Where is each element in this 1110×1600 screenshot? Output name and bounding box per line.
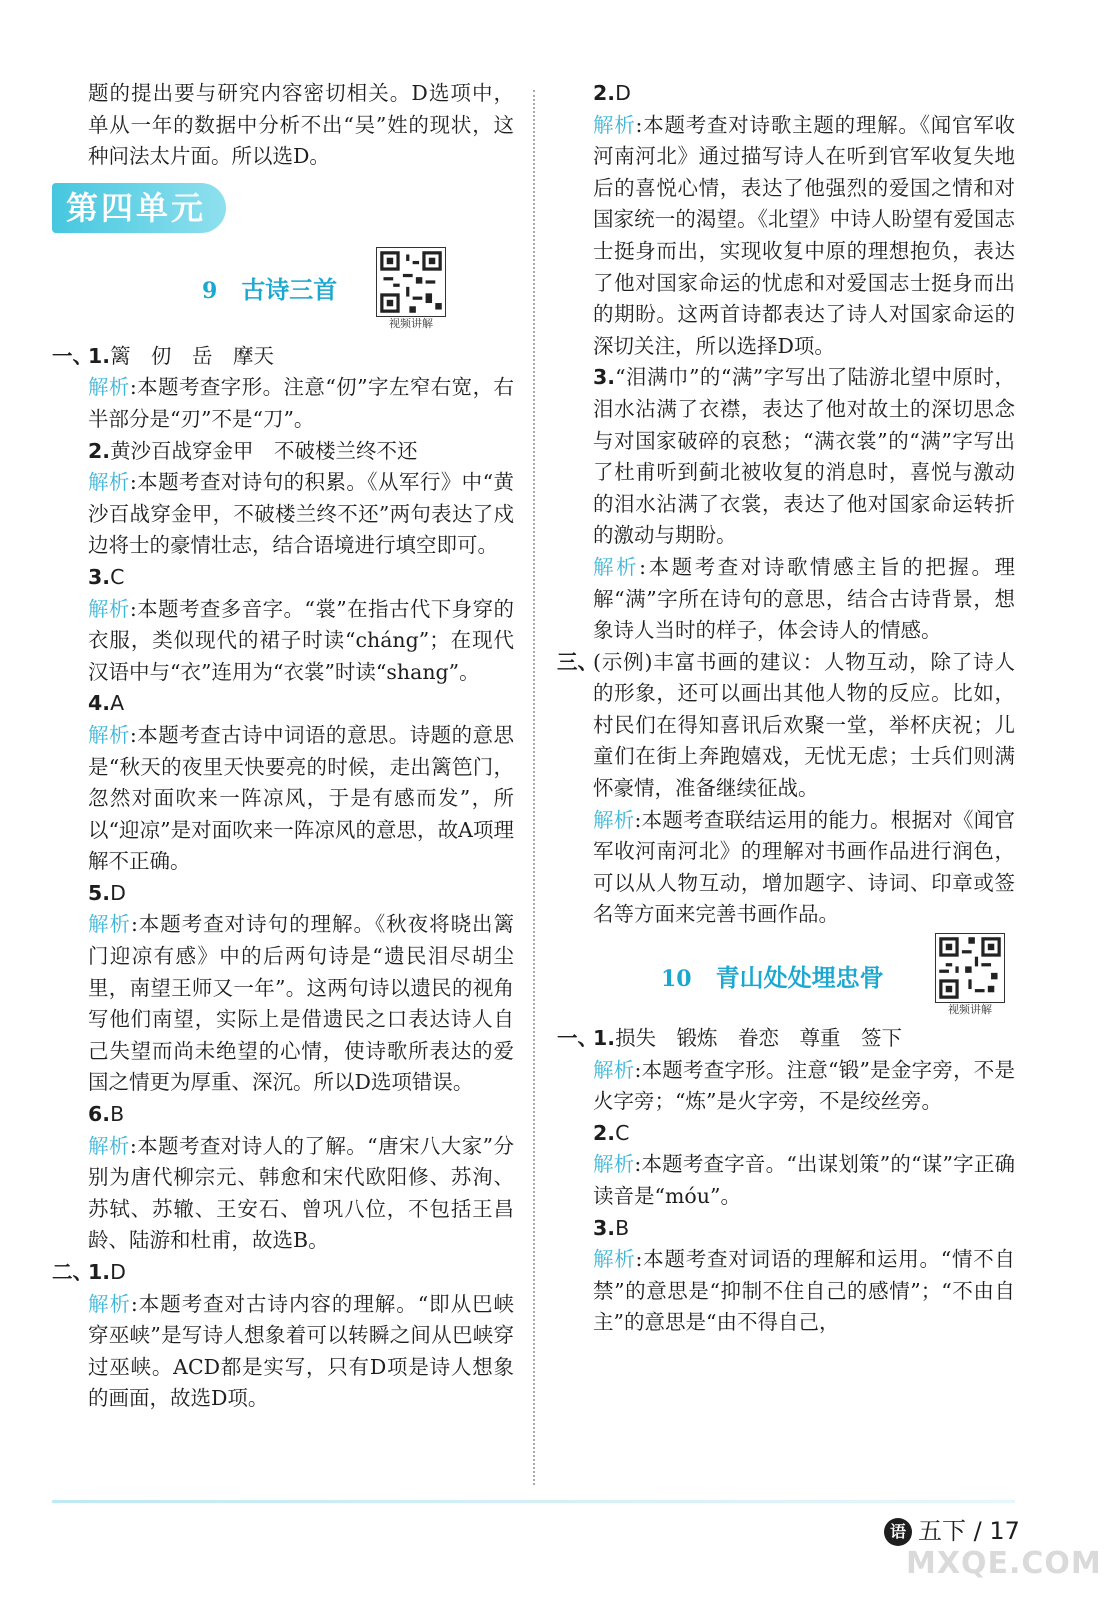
explanation-label: 解析	[88, 912, 131, 937]
question-1: 1.D	[88, 1260, 126, 1284]
explanation-label: 解析	[88, 596, 130, 621]
explanation-3: 解析:本题考查对诗歌情感主旨的把握。理解“满”字所在诗句的意思，结合古诗背景，想象诗人当时的样子，体会诗人的情感。	[593, 554, 1016, 643]
question-6: 6.B	[88, 1102, 125, 1127]
explanation-1: 解析:本题考查对古诗内容的理解。“即从巴峡穿巫峡”是写诗人想象着可以转瞬之间从巴峡穿过巫峡。ACD都是实写，只有D项是诗人想象的画面，故选D项。	[88, 1291, 515, 1411]
explanation-label: 解析	[593, 1247, 636, 1272]
unit-title: 第四单元	[52, 183, 226, 233]
explanation-3: 解析:本题考查对词语的理解和运用。“情不自禁”的意思是“抑制不住自己的感情”；“不由自主”的意思是“由不得自己，	[593, 1247, 1015, 1335]
explanation-label: 解析	[593, 807, 635, 832]
answer: A	[110, 691, 125, 716]
explanation-label: 解析	[88, 1291, 131, 1316]
page-number: 五下 / 17	[918, 1517, 1020, 1545]
answer: “泪满巾”的“满”字写出了陆游北望中原时，泪水沾满了衣襟，表达了他对故土的深切思念与对国家破碎的哀愁；“满衣裳”的“满”字写出了杜甫听到蓟北被收复的消息时，喜悦与激动的泪水沾满了衣裳，表达了他对国家命运转折的激动与期盼。	[593, 365, 1015, 548]
section-1	[52, 341, 514, 1257]
answer: C	[110, 564, 125, 589]
qr-code[interactable]	[935, 933, 1005, 1017]
answer: (示例)丰富书画的建议：人物互动，除了诗人的形象，还可以画出其他人物的反应。比如，村民们在得知喜讯后欢聚一堂，举杯庆祝；儿童们在街上奔跑嬉戏，无忧无虑；士兵们则满怀豪情，准备继续征战。	[593, 649, 1015, 801]
qr-code-icon	[935, 933, 1005, 1003]
explanation-label: 解析	[88, 1133, 130, 1158]
section-mark: 二、	[52, 1260, 93, 1284]
qr-caption: 视频讲解	[389, 316, 433, 330]
explanation-5: 解析:本题考查对诗句的理解。《秋夜将晓出篱门迎凉有感》中的后两句诗是“遗民泪尽胡尘里，南望王师又一年”。这两句诗以遗民的视角写他们南望，实际上是借遗民之口表达诗人自己失望而尚未绝望的心情，使诗歌所表达的爱国之情更为厚重、深沉。所以D选项错误。	[88, 912, 515, 1095]
explanation-label: 解析	[88, 375, 130, 400]
qr-code-icon	[376, 247, 446, 317]
explanation-label: 解析	[593, 1152, 635, 1177]
explanation-3: 解析:本题考查多音字。“裳”在指古代下身穿的衣服，类似现代的裙子时读“cháng”；在现代汉语中与“衣”连用为“衣裳”时读“shang”。	[88, 596, 514, 684]
explanation-3: 解析:本题考查联结运用的能力。根据对《闻官军收河南河北》的理解对书画作品进行润色，可以从人物互动，增加题字、诗词、印章或签名等方面来完善书画作品。	[593, 807, 1016, 927]
answer: 损失 锻炼 眷恋 尊重 签下	[615, 1026, 903, 1051]
section-mark: 一、	[557, 1026, 598, 1051]
qr-code[interactable]	[376, 247, 446, 331]
qr-caption: 视频讲解	[948, 1003, 992, 1017]
explanation-label: 解析	[593, 554, 640, 579]
lesson-number: 9	[202, 277, 218, 304]
watermark: MXQE.COM	[906, 1546, 1102, 1581]
left-column	[52, 78, 514, 1415]
explanation-4: 解析:本题考查古诗中词语的意思。诗题的意思是“秋天的夜里天快要亮的时候，走出篱笆门，忽然对面吹来一阵凉风，于是有感而发”，所以“迎凉”是对面吹来一阵凉风的意思，故A项理解不正确。	[88, 722, 515, 874]
question-3: 3.B	[593, 1215, 630, 1240]
explanation-label: 解析	[88, 722, 130, 747]
answer: B	[615, 1215, 630, 1240]
question-2: 2.C	[593, 1120, 630, 1145]
lesson-9-header	[52, 241, 514, 341]
lesson-name: 青山处处埋忠骨	[715, 964, 884, 993]
explanation-2: 解析:本题考查字音。“出谋划策”的“谋”字正确读音是“móu”。	[593, 1152, 1016, 1208]
lesson-10-header	[557, 931, 1015, 1023]
unit-banner	[52, 183, 514, 235]
page-footer	[0, 1500, 1110, 1600]
section-2	[52, 1257, 514, 1415]
answer: D	[110, 1260, 126, 1284]
question-1: 1.损失 锻炼 眷恋 尊重 签下	[593, 1026, 903, 1051]
explanation-2: 解析:本题考查对诗句的积累。《从军行》中“黄沙百战穿金甲，不破楼兰终不还”两句表达了戍边将士的豪情壮志，结合语境进行填空即可。	[88, 470, 514, 558]
explanation-1: 解析:本题考查字形。注意“锻”是金字旁，不是火字旁；“炼”是火字旁，不是绞丝旁。	[593, 1057, 1016, 1114]
explanation-label: 解析	[593, 112, 636, 137]
lesson-number: 10	[661, 966, 692, 993]
explanation-2: 解析:本题考查对诗歌主题的理解。《闻官军收河南河北》通过描写诗人在听到官军收复失地后的喜悦心情，表达了他强烈的爱国之情和对国家统一的渴望。《北望》中诗人盼望有爱国志士挺身而出，实现收复中原的理想抱负，表达了他对国家命运的忧虑和对爱国志士挺身而出的期盼。这两首诗都表达了诗人对国家命运的深切关注，所以选择D项。	[593, 112, 1016, 358]
answer-3	[593, 647, 1015, 805]
lesson-title	[202, 275, 337, 308]
answer: C	[615, 1120, 630, 1145]
lesson-name: 古诗三首	[241, 275, 338, 304]
answer: D	[615, 81, 631, 105]
answer: 黄沙百战穿金甲 不破楼兰终不还	[110, 438, 418, 463]
column-divider	[533, 90, 535, 1485]
section-mark: 三、	[557, 649, 598, 674]
answer: 篱 仞 岳 摩天	[110, 343, 275, 368]
intro-paragraph: 题的提出要与研究内容密切相关。D选项中，单从一年的数据中分析不出“吴”姓的现状，这种问法太片面。所以选D。	[88, 81, 514, 169]
answer: D	[110, 880, 126, 905]
explanation-6: 解析:本题考查对诗人的了解。“唐宋八大家”分别为唐代柳宗元、韩愈和宋代欧阳修、苏洵、苏轼、苏辙、王安石、曾巩八位，不包括王昌龄、陆游和杜甫，故选B。	[88, 1133, 514, 1253]
explanation-label: 解析	[88, 470, 130, 495]
subject-badge: 语	[884, 1518, 912, 1546]
explanation-1: 解析:本题考查字形。注意“仞”字左窄右宽，右半部分是“刃”不是“刀”。	[88, 375, 514, 431]
question-3: 3.“泪满巾”的“满”字写出了陆游北望中原时，泪水沾满了衣襟，表达了他对故土的深切思念与对国家破碎的哀愁；“满衣裳”的“满”字写出了杜甫听到蓟北被收复的消息时，喜悦与激动的泪水沾满了衣裳，表达了他对国家命运转折的激动与期盼。	[593, 365, 1015, 548]
question-1: 1.篱 仞 岳 摩天	[88, 343, 275, 368]
explanation-label: 解析	[593, 1057, 635, 1082]
section-3	[557, 647, 1015, 931]
lesson-title	[661, 963, 884, 996]
answer: B	[110, 1102, 125, 1127]
section-mark: 一、	[52, 343, 93, 368]
question-5: 5.D	[88, 880, 126, 905]
question-2: 2.黄沙百战穿金甲 不破楼兰终不还	[88, 438, 418, 463]
question-2: 2.D	[593, 81, 631, 105]
right-column	[557, 78, 1015, 1339]
section-1	[557, 1023, 1015, 1339]
question-4: 4.A	[88, 691, 125, 716]
question-3: 3.C	[88, 564, 125, 589]
footer-rule	[52, 1500, 1015, 1503]
